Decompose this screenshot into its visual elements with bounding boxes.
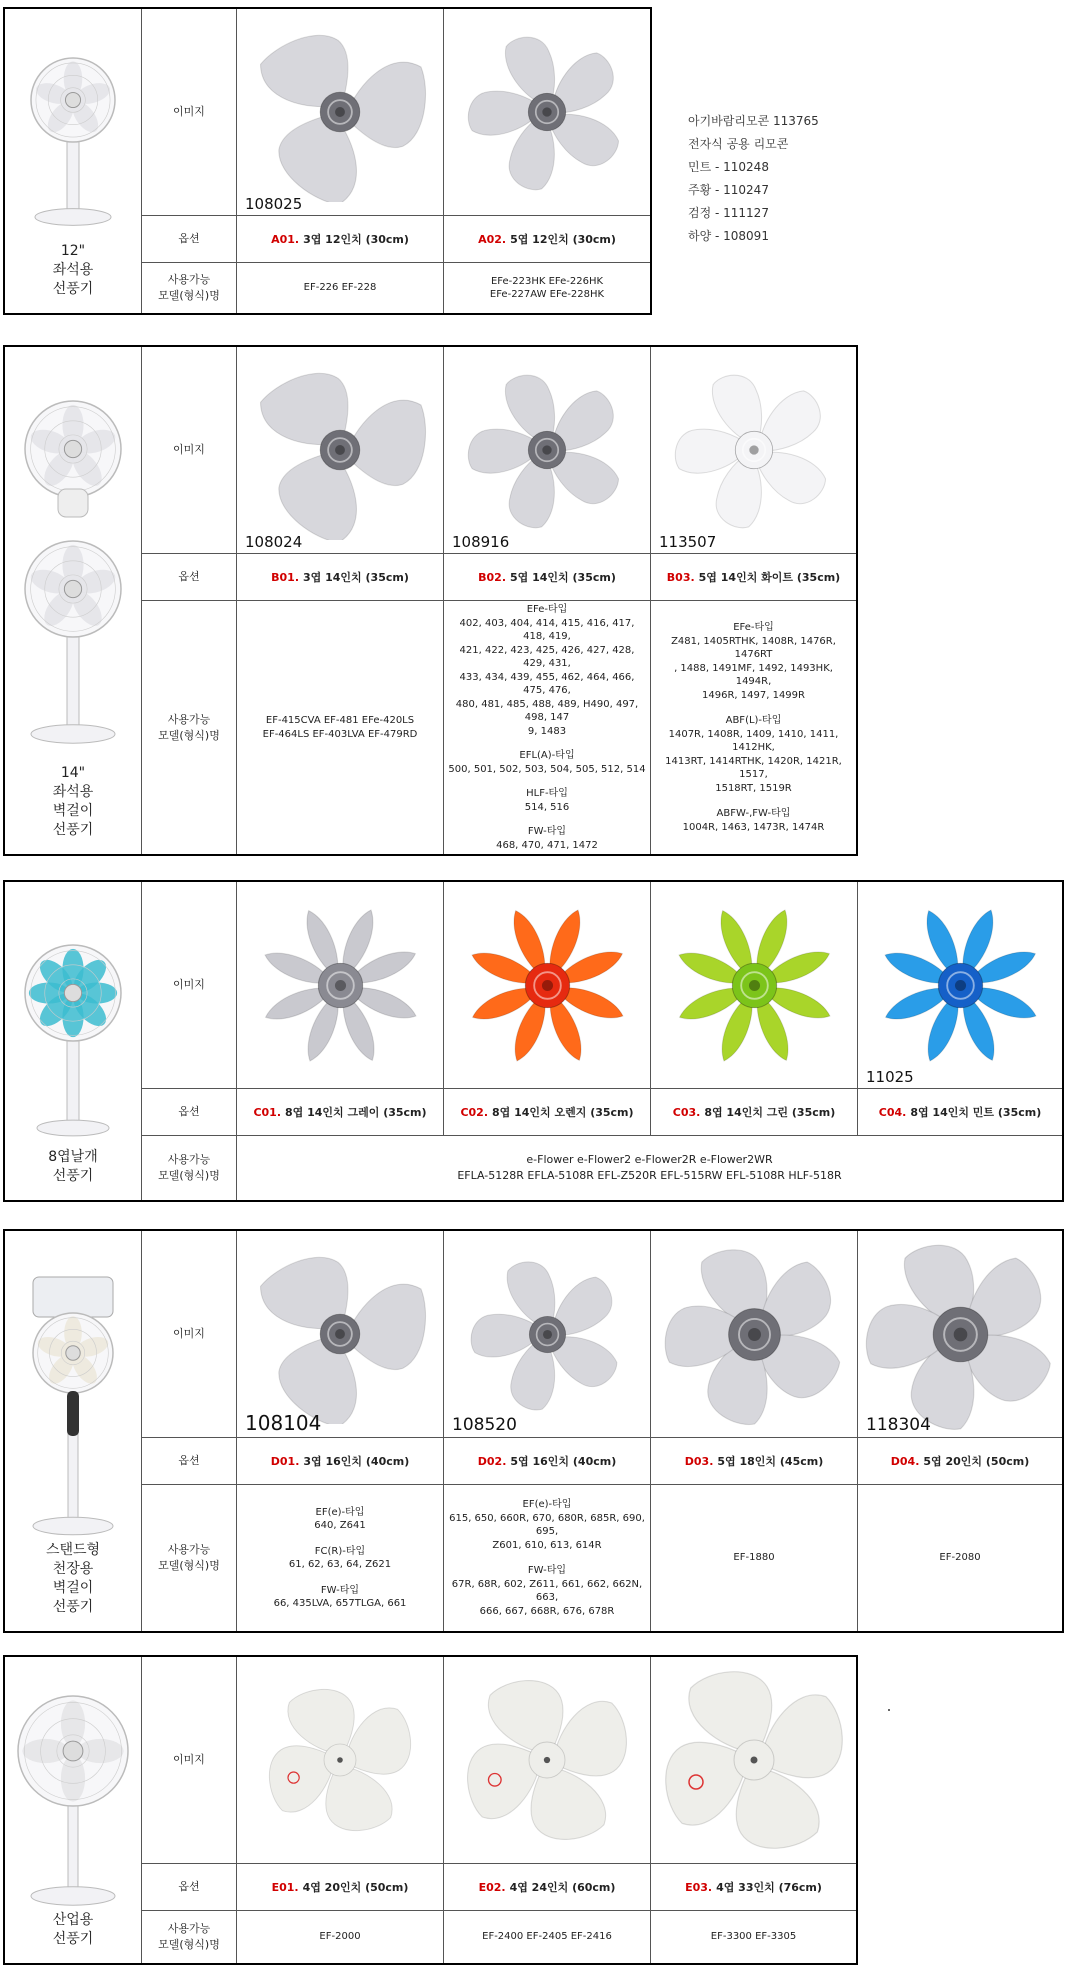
blade-wing	[347, 1284, 425, 1369]
product-image	[444, 9, 650, 216]
blade-hub-center	[749, 445, 758, 454]
label-models: 사용가능 모델(형식)명	[142, 1485, 237, 1631]
label-image: 이미지	[142, 1231, 237, 1438]
fan-photo-cell	[5, 882, 142, 1200]
blade-4-image	[260, 1680, 420, 1840]
label-image: 이미지	[142, 1657, 237, 1864]
option-text: 4엽 20인치 (50cm)	[302, 1881, 409, 1894]
models-cell: EF-2080	[939, 1552, 981, 1564]
blade-hub-hole	[337, 1757, 343, 1763]
stray-dot	[888, 1709, 890, 1711]
blade-hub-hole	[544, 1757, 550, 1763]
blade-5-white-image	[669, 365, 839, 535]
blade-hub-center	[953, 1327, 967, 1341]
option-cell	[858, 1089, 1062, 1136]
fan-type-name: 14" 좌석용 벽걸이 선풍기	[52, 765, 94, 838]
option-key: B01.	[271, 570, 300, 584]
fan-base	[33, 1517, 113, 1535]
remote-line: 아기바람리모콘 113765	[688, 114, 819, 128]
models-cell: EF-226 EF-228	[237, 263, 444, 313]
fan-photo-cell	[5, 9, 142, 313]
blade-5-wide-image	[863, 1237, 1058, 1432]
fan-hub	[64, 984, 81, 1001]
option-cell	[651, 554, 856, 601]
option-text: 5엽 12인치 (30cm)	[510, 233, 616, 246]
fan-photo-cell	[5, 347, 142, 854]
blade-8-orange-image	[455, 893, 640, 1078]
label-image: 이미지	[142, 9, 237, 216]
fan-photo-cell	[5, 1231, 142, 1631]
blade-5-image	[462, 365, 632, 535]
fan-pole	[67, 132, 79, 217]
blade-hub-center	[954, 979, 965, 990]
fan-head	[31, 58, 115, 142]
option-key: C01.	[253, 1105, 281, 1119]
model-group-list: 1407R, 1408R, 1409, 1410, 1411, 1412HK, 1413RT, 1414RTHK, 1420R, 1421R, 1517, 1518RT, 1519R	[665, 728, 842, 794]
option-cell	[858, 1438, 1062, 1485]
option-cell	[444, 1089, 651, 1136]
blade-wing	[347, 62, 425, 147]
model-group-list: 61, 62, 63, 64, Z621	[288, 1559, 392, 1570]
option-cell	[237, 554, 444, 601]
fan-head	[25, 541, 121, 637]
product-image	[237, 1231, 444, 1438]
option-cell	[651, 1438, 858, 1485]
option-key: A02.	[478, 232, 507, 246]
remote-line: 하양 - 108091	[688, 229, 769, 243]
models-cell: EF-2000	[237, 1911, 444, 1963]
blade-5-image	[465, 1252, 630, 1417]
fan-hub	[65, 92, 80, 107]
models-cell: e-Flower e-Flower2 e-Flower2R e-Flower2WR EFLA-5128R EFLA-5108R EFL-Z520R EFL-515RW EFL-5108R HLF-518R	[457, 1153, 842, 1182]
option-cell	[444, 1864, 651, 1911]
fan-head	[25, 945, 121, 1041]
fan-hub	[66, 1346, 80, 1360]
product-image	[237, 882, 444, 1089]
fan-hub	[64, 440, 81, 457]
label-models: 사용가능 모델(형식)명	[142, 1136, 237, 1200]
label-models: 사용가능 모델(형식)명	[142, 263, 237, 313]
blade-3-image	[250, 1244, 430, 1424]
option-key: C03.	[672, 1105, 701, 1119]
product-image	[237, 9, 444, 216]
fan-photo	[13, 1691, 133, 1911]
option-key: B03.	[666, 570, 695, 584]
section-a	[3, 7, 652, 315]
section-e	[3, 1655, 858, 1965]
option-cell	[237, 216, 444, 263]
ceiling-fan-body	[33, 1277, 113, 1317]
model-group-list: 615, 650, 660R, 670, 680R, 685R, 690, 695, Z601, 610, 613, 614R	[449, 1512, 645, 1551]
blade-4-image	[457, 1670, 637, 1850]
option-key: A01.	[271, 232, 300, 246]
blade-hub-center	[542, 1329, 551, 1338]
product-code: 108916	[452, 533, 510, 551]
blade-hub-center	[748, 1328, 761, 1341]
model-group-title: FW-타입	[527, 826, 567, 837]
blade-8-green-image	[662, 893, 847, 1078]
model-group-list: 402, 403, 404, 414, 415, 416, 417, 418, 419, 421, 422, 423, 425, 426, 427, 428, 429, 431, 433, 434, 439, 455, 462, 464, 466, 475, 476, 480, 481, 485, 488, 489, H490, 497, 498, 147 9, 1483	[455, 617, 639, 737]
product-image	[651, 882, 858, 1089]
option-text: 8엽 14인치 그린 (35cm)	[704, 1106, 836, 1119]
label-models: 사용가능 모델(형식)명	[142, 601, 237, 854]
product-image	[651, 347, 856, 554]
fan-head	[18, 1696, 128, 1806]
fan-head	[25, 401, 121, 497]
option-cell	[237, 1864, 444, 1911]
option-cell	[444, 216, 650, 263]
model-group-title: EFe-타입	[733, 622, 774, 633]
option-key: D04.	[890, 1454, 920, 1468]
option-cell	[237, 1438, 444, 1485]
label-option: 옵션	[142, 1089, 237, 1136]
model-group-list: 500, 501, 502, 503, 504, 505, 512, 514	[448, 763, 646, 775]
option-key: B02.	[478, 570, 507, 584]
section-c	[3, 880, 1064, 1202]
label-models: 사용가능 모델(형식)명	[142, 1911, 237, 1963]
remote-line: 민트 - 110248	[688, 160, 769, 174]
model-group-title: ABFW-,FW-타입	[716, 808, 791, 819]
model-group-title: EFe-타입	[526, 604, 568, 615]
remote-line: 전자식 공용 리모콘	[688, 137, 789, 151]
wall-bracket	[58, 489, 88, 517]
model-group-title: HLF-타입	[526, 788, 568, 799]
models-cell	[444, 601, 651, 854]
model-group-title: FW-타입	[527, 1565, 567, 1576]
option-text: 8엽 14인치 오렌지 (35cm)	[492, 1106, 634, 1119]
option-text: 5엽 14인치 (35cm)	[510, 571, 616, 584]
fan-photo	[13, 1271, 133, 1541]
product-code: 113507	[659, 533, 717, 551]
option-text: 4엽 33인치 (76cm)	[716, 1881, 822, 1894]
option-text: 5엽 16인치 (40cm)	[510, 1455, 617, 1468]
blade-hub-center	[542, 107, 551, 116]
blade-3-image	[250, 22, 430, 202]
product-image	[444, 882, 651, 1089]
fan-pole	[67, 624, 79, 734]
blade-hub-hole	[750, 1757, 757, 1764]
models-cell: EF-1880	[651, 1485, 858, 1631]
blade-8-gray-image	[248, 893, 433, 1078]
product-image	[651, 1231, 858, 1438]
model-group-list: Z481, 1405RTHK, 1408R, 1476R, 1476RT , 1488, 1491MF, 1492, 1493HK, 1494R, 1496R, 1497, 1499R	[671, 635, 836, 701]
option-cell	[444, 1438, 651, 1485]
option-text: 5엽 20인치 (50cm)	[923, 1455, 1030, 1468]
models-cell	[237, 1485, 444, 1631]
product-image	[858, 882, 1062, 1089]
remote-line: 주황 - 110247	[688, 183, 769, 197]
fan-photo	[13, 394, 133, 764]
model-group-title: EF(e)-타입	[522, 1499, 572, 1510]
model-group-title: ABF(L)-타입	[725, 715, 782, 726]
fan-type-name: 스탠드형 천장용 벽걸이 선풍기	[45, 1542, 101, 1615]
models-cell	[444, 1485, 651, 1631]
fan-hub	[64, 580, 81, 597]
fan-base	[35, 209, 111, 226]
option-key: D03.	[684, 1454, 714, 1468]
label-option: 옵션	[142, 554, 237, 601]
fan-pole	[67, 1033, 79, 1128]
option-cell	[444, 554, 651, 601]
product-image	[237, 347, 444, 554]
model-group-list: 640, Z641	[314, 1520, 366, 1531]
blade-hub-center	[542, 445, 551, 454]
fan-blade	[61, 1755, 85, 1801]
option-text: 5엽 18인치 (45cm)	[717, 1455, 824, 1468]
fan-type-name: 12" 좌석용 선풍기	[52, 243, 94, 297]
option-key: C04.	[878, 1105, 907, 1119]
option-key: E01.	[271, 1880, 299, 1894]
product-code: 118304	[866, 1415, 931, 1435]
blade-5-wide-image	[662, 1242, 847, 1427]
fan-blade	[77, 1739, 123, 1763]
models-cell: EF-3300 EF-3305	[710, 1931, 797, 1943]
models-cell	[651, 601, 856, 854]
option-key: C02.	[460, 1105, 488, 1119]
fan-head	[33, 1313, 113, 1393]
model-group-title: EF(e)-타입	[315, 1506, 365, 1518]
models-cell: EFe-223HK EFe-226HK EFe-227AW EFe-228HK	[489, 275, 605, 300]
model-group-list: 468, 470, 471, 1472	[496, 839, 598, 851]
section-d	[3, 1229, 1064, 1633]
product-image	[651, 1657, 856, 1864]
product-image	[444, 1231, 651, 1438]
label-image: 이미지	[142, 882, 237, 1089]
blade-3-image	[250, 360, 430, 540]
product-code: 108104	[245, 1411, 322, 1435]
fan-type-name: 8엽날개 선풍기	[48, 1149, 98, 1184]
option-text: 4엽 24인치 (60cm)	[509, 1881, 616, 1894]
model-group-list: 1004R, 1463, 1473R, 1474R	[682, 821, 825, 833]
option-key: E02.	[478, 1880, 506, 1894]
label-option: 옵션	[142, 1864, 237, 1911]
option-key: D02.	[477, 1454, 507, 1468]
models-cell: EF-415CVA EF-481 EFe-420LS EF-464LS EF-403LVA EF-479RD	[237, 601, 444, 854]
model-group-title: FW-타입	[320, 1584, 360, 1596]
option-cell	[237, 1089, 444, 1136]
blade-8-mint-image	[868, 893, 1053, 1078]
label-image: 이미지	[142, 347, 237, 554]
label-option: 옵션	[142, 216, 237, 263]
product-image	[444, 1657, 651, 1864]
option-cell	[651, 1089, 858, 1136]
fan-photo	[18, 938, 128, 1148]
fan-hub	[63, 1741, 83, 1761]
blade-4-image	[654, 1660, 854, 1860]
option-text: 3엽 14인치 (35cm)	[303, 571, 409, 584]
fan-pole	[68, 1801, 78, 1896]
model-group-list: 514, 516	[524, 801, 570, 813]
fan-photo-cell	[5, 1657, 142, 1963]
remote-line: 검정 - 111127	[688, 206, 769, 220]
blade-hub-center	[335, 445, 345, 455]
blade-hub-center	[334, 979, 345, 990]
option-text: 8엽 14인치 민트 (35cm)	[910, 1106, 1042, 1119]
blade-hub-center	[541, 979, 552, 990]
product-image	[237, 1657, 444, 1864]
product-code: 108024	[245, 533, 303, 551]
option-text: 5엽 14인치 화이트 (35cm)	[698, 571, 841, 584]
model-group-list: 66, 435LVA, 657TLGA, 661	[273, 1598, 407, 1609]
option-text: 3엽 12인치 (30cm)	[303, 233, 409, 246]
product-code: 108520	[452, 1415, 517, 1435]
blade-wing	[347, 400, 425, 485]
product-code: 11025	[866, 1068, 914, 1086]
remote-info	[688, 110, 819, 248]
model-group-title: EFL(A)-타입	[519, 750, 575, 761]
product-image	[858, 1231, 1062, 1438]
blade-5-image	[462, 27, 632, 197]
fan-blade	[61, 1700, 85, 1746]
fan-blade	[22, 1739, 68, 1763]
section-b	[3, 345, 858, 856]
model-group-list: 67R, 68R, 602, Z611, 661, 662, 662N, 663, 666, 667, 668R, 676, 678R	[451, 1578, 643, 1617]
option-text: 3엽 16인치 (40cm)	[303, 1455, 410, 1468]
fan-base	[31, 1887, 115, 1905]
fan-photo	[18, 52, 128, 242]
option-key: E03.	[685, 1880, 713, 1894]
option-text: 8엽 14인치 그레이 (35cm)	[285, 1106, 427, 1119]
product-code: 108025	[245, 195, 303, 213]
blade-hub-center	[335, 1329, 345, 1339]
models-cell: EF-2400 EF-2405 EF-2416	[444, 1911, 651, 1963]
fan-base	[31, 725, 115, 743]
fan-base	[37, 1120, 109, 1136]
control-panel	[67, 1391, 79, 1436]
option-key: D01.	[270, 1454, 300, 1468]
product-image	[444, 347, 651, 554]
blade-hub-center	[748, 979, 759, 990]
blade-hub-center	[335, 107, 345, 117]
fan-type-name: 산업용 선풍기	[52, 1912, 94, 1947]
option-cell	[651, 1864, 856, 1911]
model-group-title: FC(R)-타입	[314, 1545, 366, 1557]
label-option: 옵션	[142, 1438, 237, 1485]
